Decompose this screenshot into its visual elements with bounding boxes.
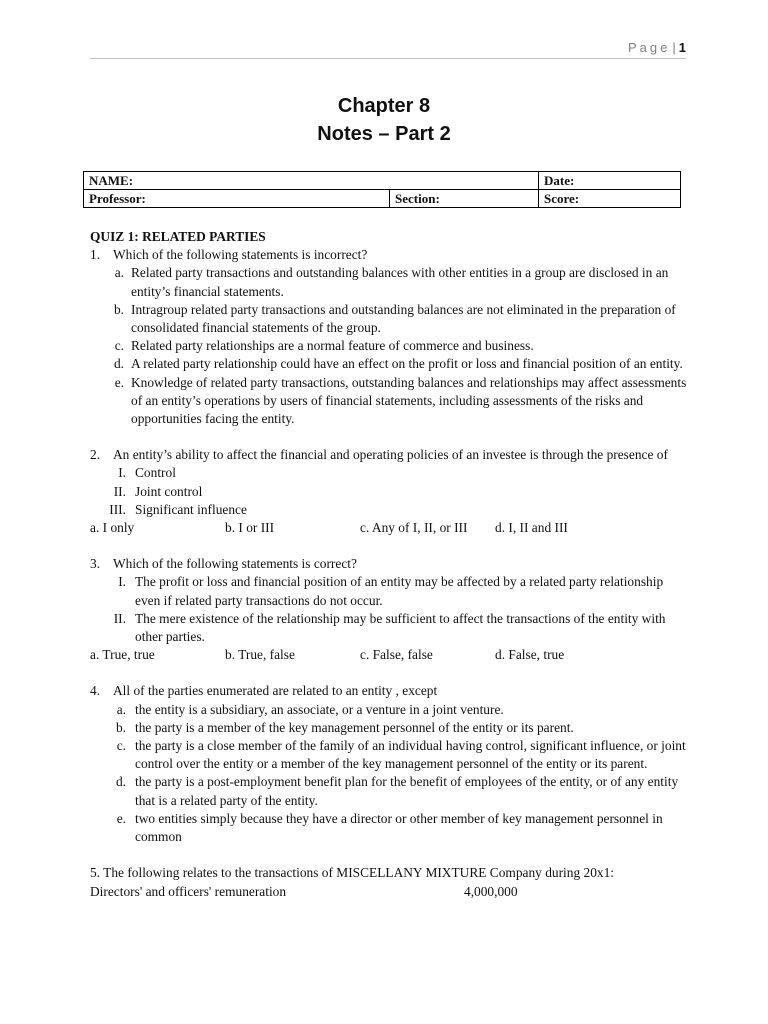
option-letter: a.	[116, 701, 126, 717]
page-number-label	[628, 40, 686, 55]
option-letter: e.	[116, 810, 126, 826]
q2-item-2	[90, 483, 690, 501]
choice-b: b. True, false	[225, 647, 295, 663]
item-text: The mere existence of the relationship may be sufficient to affect the transactions of the entity with other parties.	[135, 610, 666, 645]
q2-item-1	[90, 464, 690, 482]
item-numeral: I.	[118, 574, 126, 590]
q1-option-d	[90, 355, 690, 373]
item-text: Significant influence	[135, 501, 247, 517]
choice-d: d. I, II and III	[495, 520, 568, 536]
notes-subtitle: Notes – Part 2	[317, 123, 451, 145]
score-cell: Score:	[539, 190, 681, 208]
row-amount: 4,000,000	[464, 883, 518, 899]
page-header	[90, 38, 686, 59]
q1-option-b	[90, 301, 690, 337]
item-numeral: I.	[118, 465, 126, 481]
option-text: the party is a member of the key management personnel of the entity or its parent.	[135, 719, 574, 735]
q2-item-3	[90, 501, 690, 519]
question-1	[90, 246, 690, 264]
q4-option-a	[90, 701, 690, 719]
option-text: the party is a close member of the family of an individual having control, significant influence, or joint control over the entity or a member of the key management personnel of the entity or its parent.	[135, 738, 686, 772]
question-2	[90, 446, 690, 464]
option-letter: c.	[116, 738, 126, 754]
date-cell: Date:	[539, 172, 681, 190]
option-text: the party is a post-employment benefit plan for the benefit of employees of the entity, or of any entity that is a related party of the entity.	[135, 774, 679, 808]
q2-choices	[90, 519, 690, 537]
question-number: 3.	[90, 556, 101, 572]
spacer	[90, 846, 690, 864]
option-letter: d.	[113, 356, 124, 372]
choice-b: b. I or III	[225, 520, 275, 536]
option-text: Intragroup related party transactions and outstanding balances are not eliminated in the preparation of consolidated financial statements of the group.	[131, 301, 676, 336]
option-letter: b.	[115, 719, 126, 735]
document-title	[0, 92, 768, 148]
question-text: All of the parties enumerated are related to an entity , except	[113, 683, 438, 699]
option-letter: d.	[115, 774, 126, 790]
q1-option-e	[90, 374, 690, 429]
q3-choices	[90, 646, 690, 664]
option-text: A related party relationship could have an effect on the profit or loss and financial position of an entity.	[131, 356, 683, 372]
q4-option-d	[90, 773, 690, 809]
choice-c: c. False, false	[360, 647, 433, 663]
item-text: The profit or loss and financial position of an entity may be affected by a related party relationship even if related party transactions do not occur.	[135, 574, 664, 608]
question-number: 4.	[90, 683, 101, 699]
spacer	[90, 428, 690, 446]
q1-option-c	[90, 337, 690, 355]
item-text: Joint control	[135, 483, 203, 499]
q3-item-1	[90, 573, 690, 609]
question-5-text: 5. The following relates to the transactions of MISCELLANY MIXTURE Company during 20x1:	[90, 865, 615, 881]
question-text: An entity’s ability to affect the financial and operating policies of an investee is through the presence of	[113, 447, 668, 463]
q5-row	[90, 883, 690, 901]
option-text: Related party transactions and outstanding balances with other entities in a group are disclosed in an entity’s financial statements.	[131, 265, 669, 299]
q1-option-a	[90, 264, 690, 300]
question-text: Which of the following statements is incorrect?	[113, 247, 368, 263]
chapter-title: Chapter 8	[337, 95, 431, 117]
option-letter: e.	[114, 374, 124, 390]
option-letter: b.	[113, 301, 124, 317]
quiz-title: QUIZ 1: RELATED PARTIES	[90, 229, 266, 244]
item-numeral: III.	[109, 501, 126, 517]
q4-option-c	[90, 737, 690, 773]
option-text: the entity is a subsidiary, an associate, or a venture in a joint venture.	[135, 701, 504, 717]
question-4	[90, 682, 690, 700]
spacer	[90, 664, 690, 682]
q4-option-e	[90, 810, 690, 846]
choice-a: a. True, true	[90, 647, 155, 663]
choice-c: c. Any of I, II, or III	[360, 520, 468, 536]
quiz-content	[90, 228, 690, 901]
question-3	[90, 555, 690, 573]
option-text: two entities simply because they have a director or other member of key management personnel in common	[135, 810, 663, 845]
page-number: 1	[678, 40, 686, 55]
choice-d: d. False, true	[495, 647, 565, 663]
q4-option-b	[90, 719, 690, 737]
page-word: Page	[628, 40, 671, 55]
option-letter: a.	[114, 265, 124, 281]
row-label: Directors' and officers' remuneration	[90, 883, 287, 899]
question-number: 1.	[90, 247, 101, 263]
item-text: Control	[135, 465, 176, 481]
name-cell: NAME:	[84, 172, 539, 190]
spacer	[90, 537, 690, 555]
choice-a: a. I only	[90, 520, 135, 536]
question-text: Which of the following statements is correct?	[113, 556, 357, 572]
item-numeral: II.	[113, 483, 126, 499]
page-separator: |	[672, 40, 676, 55]
section-cell: Section:	[390, 190, 539, 208]
option-text: Knowledge of related party transactions, outstanding balances and relationships may affect assessments of an entity’s operations by users of financial statements, including assessments of the risks and opportunities facing the entity.	[131, 374, 687, 427]
professor-cell: Professor:	[84, 190, 390, 208]
item-numeral: II.	[113, 610, 126, 626]
student-info-table	[83, 171, 681, 208]
question-number: 2.	[90, 447, 101, 463]
q3-item-2	[90, 610, 690, 646]
option-letter: c.	[114, 338, 124, 354]
option-text: Related party relationships are a normal feature of commerce and business.	[131, 338, 534, 354]
